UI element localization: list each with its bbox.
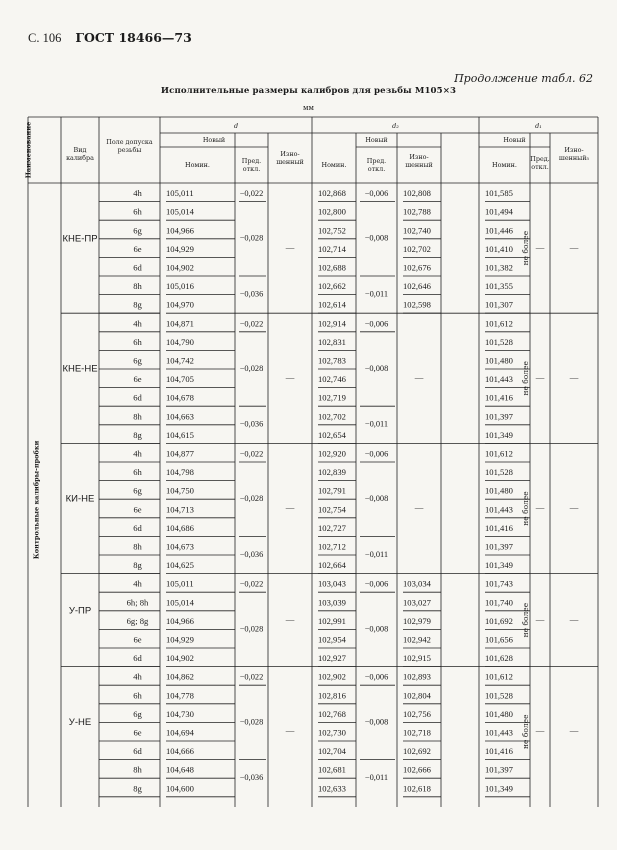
d2-deviation: −0,006	[364, 449, 389, 459]
d2-worn: 102,618	[403, 783, 431, 794]
tolerance-field: 4h	[133, 318, 142, 329]
tolerance-field: 6d	[133, 653, 142, 664]
d-nominal: 104,686	[166, 522, 194, 533]
d-nominal: 104,929	[166, 634, 194, 645]
d2-nominal: 102,727	[318, 522, 346, 533]
d1-nominal: 101,443	[485, 504, 513, 515]
d1-worn-dash: —	[569, 502, 579, 513]
not-more-label: не более	[521, 602, 530, 638]
header-d2: d₂	[392, 122, 399, 130]
d2-deviation: −0,006	[364, 189, 389, 199]
d-nominal: 105,014	[166, 206, 194, 217]
header-worn-d1: Изно-	[564, 146, 584, 154]
d-nominal: 104,871	[166, 318, 194, 329]
header-naming: Наименование	[24, 121, 33, 179]
d-nominal: 104,862	[166, 671, 194, 682]
d1-deviation-dash: —	[535, 614, 545, 625]
d-nominal: 104,663	[166, 411, 194, 422]
d1-deviation-dash: —	[535, 502, 545, 513]
tolerance-field: 6e	[133, 374, 142, 385]
d-nominal: 104,615	[166, 429, 194, 440]
tolerance-field: 6g	[133, 708, 142, 719]
d2-worn-dash: —	[414, 502, 424, 513]
d1-worn-dash: —	[569, 725, 579, 736]
standard-title: ГОСТ 18466—73	[75, 30, 192, 45]
d-nominal: 104,798	[166, 467, 194, 478]
header-deviation: Пред.	[530, 155, 550, 163]
header-worn: шенный	[276, 158, 304, 166]
d2-deviation: −0,008	[364, 494, 389, 504]
d-nominal: 104,966	[166, 225, 194, 236]
header-deviation: Пред.	[366, 157, 387, 165]
d1-nominal: 101,480	[485, 355, 513, 366]
header-nominal: Номин.	[321, 161, 347, 169]
d-nominal: 104,902	[166, 262, 194, 273]
d2-nominal: 102,902	[318, 671, 346, 682]
d2-nominal: 102,730	[318, 727, 346, 738]
d-worn-dash: —	[285, 372, 295, 383]
d2-nominal: 102,783	[318, 355, 346, 366]
tolerance-field: 6g; 8g	[126, 615, 149, 626]
d-nominal: 104,902	[166, 653, 194, 664]
d-deviation: −0,028	[239, 363, 264, 373]
d2-nominal: 102,752	[318, 225, 346, 236]
d2-nominal: 102,768	[318, 708, 346, 719]
d2-nominal: 102,791	[318, 485, 346, 496]
d2-nominal: 102,633	[318, 783, 346, 794]
d1-nominal: 101,743	[485, 578, 513, 589]
d2-nominal: 102,662	[318, 281, 346, 292]
header-tolerance-field: резьбы	[117, 146, 142, 154]
header-new-d: Новый	[202, 136, 226, 144]
d2-nominal: 102,839	[318, 467, 346, 478]
d-worn-dash: —	[285, 725, 295, 736]
d2-worn: 102,808	[403, 188, 431, 199]
tolerance-field: 6g	[133, 355, 142, 366]
d1-nominal: 101,692	[485, 615, 513, 626]
d-deviation: −0,028	[239, 717, 264, 727]
d2-worn: 102,804	[403, 690, 431, 701]
d2-nominal: 102,746	[318, 374, 346, 385]
d1-nominal: 101,416	[485, 522, 513, 533]
d2-nominal: 103,043	[318, 578, 346, 589]
tolerance-field: 6e	[133, 504, 142, 515]
d2-nominal: 102,914	[318, 318, 346, 329]
d2-nominal: 102,702	[318, 411, 346, 422]
d-nominal: 104,966	[166, 615, 194, 626]
header-nominal: Номин.	[492, 161, 517, 169]
d-deviation: −0,022	[239, 579, 264, 589]
d1-nominal: 101,397	[485, 541, 513, 552]
tolerance-field: 8h	[133, 764, 142, 775]
d2-deviation: −0,008	[364, 363, 389, 373]
page-number: С. 106	[28, 31, 62, 45]
d1-nominal: 101,446	[485, 225, 513, 236]
tolerance-field: 6d	[133, 746, 142, 757]
d1-nominal: 101,740	[485, 597, 513, 608]
header-gauge-type: калибра	[66, 154, 94, 162]
tolerance-field: 8h	[133, 541, 142, 552]
d2-nominal: 102,868	[318, 188, 346, 199]
d1-nominal: 101,397	[485, 411, 513, 422]
d2-deviation: −0,008	[364, 717, 389, 727]
tolerance-field: 6e	[133, 243, 142, 254]
d2-worn: 102,598	[403, 299, 431, 310]
d-deviation: −0,028	[239, 233, 264, 243]
d-nominal: 104,705	[166, 374, 194, 385]
d2-nominal: 102,664	[318, 560, 346, 571]
d2-worn: 102,646	[403, 281, 431, 292]
d1-nominal: 101,397	[485, 764, 513, 775]
tolerance-field: 8h	[133, 281, 142, 292]
d1-worn-dash: —	[569, 614, 579, 625]
d-nominal: 105,011	[166, 578, 194, 589]
d2-worn: 102,666	[403, 764, 431, 775]
tolerance-field: 6e	[133, 727, 142, 738]
d-deviation: −0,022	[239, 319, 264, 329]
d2-deviation: −0,011	[364, 289, 389, 299]
d2-worn: 102,915	[403, 653, 431, 664]
d-nominal: 104,742	[166, 355, 194, 366]
d2-deviation: −0,011	[364, 419, 389, 429]
header-worn: Изно-	[409, 153, 429, 161]
header-worn-d1: шенный₅	[558, 154, 590, 162]
d1-nominal: 101,443	[485, 374, 513, 385]
d-nominal: 104,790	[166, 336, 194, 347]
d1-nominal: 101,528	[485, 467, 513, 478]
gauge-type: КНЕ-НЕ	[62, 363, 98, 375]
d2-deviation: −0,006	[364, 579, 389, 589]
table-continuation-note: Продолжение табл. 62	[454, 72, 593, 85]
tolerance-field: 8g	[133, 783, 142, 794]
d2-worn: 102,740	[403, 225, 431, 236]
d1-nominal: 101,443	[485, 727, 513, 738]
tolerance-field: 8g	[133, 299, 142, 310]
tolerance-field: 6d	[133, 262, 142, 273]
tolerance-field: 6d	[133, 522, 142, 533]
d1-nominal: 101,349	[485, 783, 513, 794]
d-nominal: 105,016	[166, 281, 194, 292]
gauge-type: У-ПР	[68, 605, 92, 617]
d-worn-dash: —	[285, 614, 295, 625]
d-nominal: 104,678	[166, 392, 194, 403]
d1-nominal: 101,612	[485, 448, 513, 459]
d-nominal: 104,713	[166, 504, 194, 515]
d1-nominal: 101,410	[485, 243, 513, 254]
d2-deviation: −0,011	[364, 773, 389, 783]
header-new-d2: Новый	[365, 136, 388, 144]
d-nominal: 104,600	[166, 783, 194, 794]
d2-nominal: 102,719	[318, 392, 346, 403]
tolerance-field: 8g	[133, 560, 142, 571]
d2-worn-dash: —	[414, 372, 424, 383]
d-nominal: 104,625	[166, 560, 194, 571]
d2-nominal: 102,688	[318, 262, 346, 273]
gauge-type: КИ-НЕ	[65, 493, 95, 505]
tolerance-field: 4h	[133, 188, 142, 199]
d2-nominal: 102,800	[318, 206, 346, 217]
d1-nominal: 101,416	[485, 392, 513, 403]
tolerance-field: 4h	[133, 578, 142, 589]
tolerance-field: 6e	[133, 634, 142, 645]
header-worn: Изно-	[280, 150, 300, 158]
header-deviation: откл.	[367, 165, 386, 173]
d-deviation: −0,022	[239, 449, 264, 459]
d1-nominal: 101,480	[485, 708, 513, 719]
d2-worn: 103,034	[403, 578, 431, 589]
d1-nominal: 101,307	[485, 299, 513, 310]
d2-nominal: 102,681	[318, 764, 346, 775]
units-label: мм	[303, 104, 314, 112]
d-nominal: 104,730	[166, 708, 194, 719]
d-nominal: 104,778	[166, 690, 194, 701]
d2-worn: 102,718	[403, 727, 431, 738]
d-deviation: −0,036	[239, 773, 264, 783]
d1-nominal: 101,585	[485, 188, 513, 199]
d2-deviation: −0,006	[364, 319, 389, 329]
d1-nominal: 101,528	[485, 336, 513, 347]
d1-nominal: 101,349	[485, 560, 513, 571]
d2-worn: 102,788	[403, 206, 431, 217]
d-deviation: −0,028	[239, 494, 264, 504]
d2-worn: 102,756	[403, 708, 431, 719]
not-more-label: не более	[521, 491, 530, 526]
d-nominal: 104,929	[166, 243, 194, 254]
dimensions-table	[24, 117, 598, 807]
tolerance-field: 6h	[133, 206, 142, 217]
d-nominal: 105,011	[166, 188, 194, 199]
d-nominal: 104,750	[166, 485, 194, 496]
header-new-d1: Новый	[503, 136, 526, 144]
d2-worn: 102,893	[403, 671, 431, 682]
d2-nominal: 102,614	[318, 299, 346, 310]
d1-deviation-dash: —	[535, 372, 545, 383]
d1-nominal: 101,612	[485, 671, 513, 682]
d-nominal: 104,673	[166, 541, 194, 552]
d1-nominal: 101,528	[485, 690, 513, 701]
d-deviation: −0,022	[239, 189, 264, 199]
gauge-type: КНЕ-ПР	[62, 233, 98, 245]
tolerance-field: 8g	[133, 429, 142, 440]
d-deviation: −0,028	[239, 624, 264, 634]
page-header	[28, 30, 192, 46]
d2-nominal: 102,831	[318, 336, 346, 347]
d1-deviation-dash: —	[535, 725, 545, 736]
d2-deviation: −0,006	[364, 672, 389, 682]
not-more-label: не более	[521, 714, 530, 749]
d-nominal: 104,666	[166, 746, 194, 757]
header-gauge-type: Вид	[73, 146, 87, 154]
d1-nominal: 101,480	[485, 485, 513, 496]
d-nominal: 104,648	[166, 764, 194, 775]
not-more-label: не более	[521, 230, 530, 266]
tolerance-field: 8h	[133, 411, 142, 422]
d2-deviation: −0,008	[364, 233, 389, 243]
d-deviation: −0,036	[239, 289, 264, 299]
d1-nominal: 101,656	[485, 634, 513, 645]
header-nominal: Номин.	[185, 161, 210, 169]
d-deviation: −0,022	[239, 672, 264, 682]
tolerance-field: 6g	[133, 485, 142, 496]
d2-worn: 102,676	[403, 262, 431, 273]
d-deviation: −0,036	[239, 419, 264, 429]
tolerance-field: 6g	[133, 225, 142, 236]
not-more-label: не более	[521, 361, 530, 396]
header-tolerance-field: Поле допуска	[106, 138, 153, 146]
header-d: d	[233, 122, 239, 130]
header-deviation: Пред.	[241, 157, 262, 165]
d2-deviation: −0,011	[364, 549, 389, 559]
header-d1: d₁	[535, 122, 542, 130]
tolerance-field: 6h	[133, 690, 142, 701]
tolerance-field: 4h	[133, 448, 142, 459]
d2-nominal: 102,954	[318, 634, 346, 645]
d-nominal: 104,970	[166, 299, 194, 310]
gauge-type: У-НЕ	[68, 716, 92, 728]
d2-nominal: 102,714	[318, 243, 346, 254]
d1-nominal: 101,355	[485, 281, 513, 292]
d2-nominal: 102,927	[318, 653, 346, 664]
d-worn-dash: —	[285, 242, 295, 253]
group-label-control-plugs: Контрольные калибры-пробки	[32, 440, 41, 560]
d2-worn: 102,702	[403, 243, 431, 254]
d-worn-dash: —	[285, 502, 295, 513]
header-deviation: откл.	[242, 165, 261, 173]
d2-nominal: 102,754	[318, 504, 346, 515]
d2-worn: 102,942	[403, 634, 431, 645]
header-deviation: откл.	[531, 163, 549, 171]
d1-nominal: 101,382	[485, 262, 513, 273]
d1-worn-dash: —	[569, 372, 579, 383]
d1-nominal: 101,612	[485, 318, 513, 329]
d1-nominal: 101,349	[485, 429, 513, 440]
d2-nominal: 102,991	[318, 615, 346, 626]
d2-nominal: 102,920	[318, 448, 346, 459]
d-nominal: 105,014	[166, 597, 194, 608]
d-nominal: 104,694	[166, 727, 194, 738]
d-nominal: 104,877	[166, 448, 194, 459]
d2-nominal: 102,704	[318, 746, 346, 757]
tolerance-field: 6d	[133, 392, 142, 403]
d1-worn-dash: —	[569, 242, 579, 253]
d1-deviation-dash: —	[535, 242, 545, 253]
d2-nominal: 102,712	[318, 541, 346, 552]
d2-nominal: 102,816	[318, 690, 346, 701]
d2-worn: 102,692	[403, 746, 431, 757]
d1-nominal: 101,494	[485, 206, 513, 217]
header-worn: шенный	[405, 161, 433, 169]
tolerance-field: 4h	[133, 671, 142, 682]
d2-deviation: −0,008	[364, 624, 389, 634]
d2-nominal: 102,654	[318, 429, 346, 440]
d2-worn: 102,979	[403, 615, 431, 626]
d2-worn: 103,027	[403, 597, 431, 608]
tolerance-field: 6h; 8h	[126, 597, 149, 608]
table-title: Исполнительные размеры калибров для резьбы М105×3	[160, 86, 457, 96]
d1-nominal: 101,416	[485, 746, 513, 757]
d1-nominal: 101,628	[485, 653, 513, 664]
tolerance-field: 6h	[133, 467, 142, 478]
tolerance-field: 6h	[133, 336, 142, 347]
d2-nominal: 103,039	[318, 597, 346, 608]
d-deviation: −0,036	[239, 549, 264, 559]
